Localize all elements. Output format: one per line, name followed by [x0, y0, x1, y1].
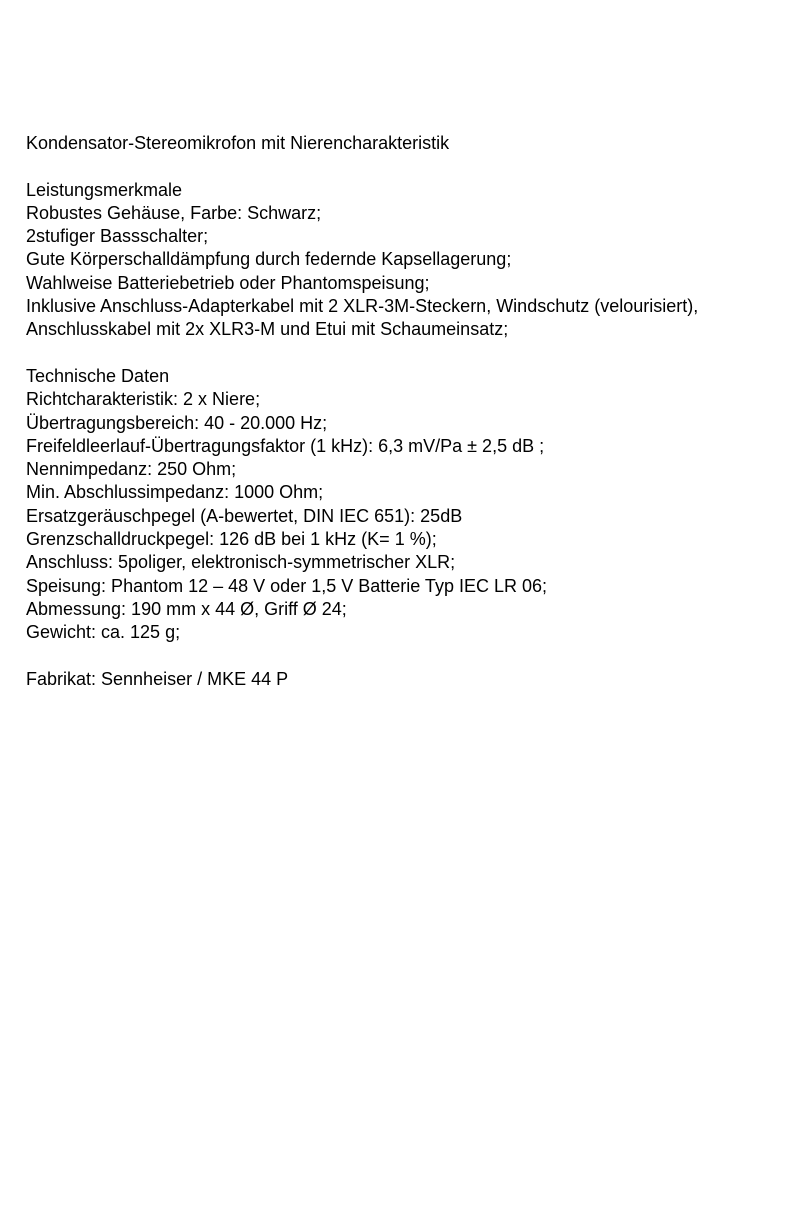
feature-line: Anschlusskabel mit 2x XLR3-M und Etui mit Schaumeinsatz;: [26, 319, 509, 340]
spec-line: Speisung: Phantom 12 – 48 V oder 1,5 V Batterie Typ IEC LR 06;: [26, 575, 547, 596]
specs-heading: Technische Daten: [26, 365, 170, 386]
spacer: [26, 342, 802, 365]
document-title: Kondensator-Stereomikrofon mit Nierencharakteristik: [26, 133, 450, 153]
spec-line: Richtcharakteristik: 2 x Niere;: [26, 389, 261, 410]
spec-line: Übertragungsbereich: 40 - 20.000 Hz;: [26, 412, 328, 433]
spec-line: Gewicht: ca. 125 g;: [26, 622, 181, 643]
spec-line: Anschluss: 5poliger, elektronisch-symmetrischer XLR;: [26, 552, 456, 573]
spec-line: Grenzschalldruckpegel: 126 dB bei 1 kHz (K= 1 %);: [26, 529, 437, 550]
feature-line: Inklusive Anschluss-Adapterkabel mit 2 XLR-3M-Steckern, Windschutz (velourisiert),: [26, 296, 699, 317]
features-heading: Leistungsmerkmale: [26, 179, 183, 200]
feature-line: Robustes Gehäuse, Farbe: Schwarz;: [26, 202, 322, 223]
feature-line: Gute Körperschalldämpfung durch federnde Kapsellagerung;: [26, 249, 512, 270]
manufacturer-line: Fabrikat: Sennheiser / MKE 44 P: [26, 668, 289, 689]
spec-line: Abmessung: 190 mm x 44 Ø, Griff Ø 24;: [26, 598, 347, 619]
spacer: [26, 645, 802, 668]
feature-line: Wahlweise Batteriebetrieb oder Phantomspeisung;: [26, 272, 430, 293]
document-page: [26, 132, 802, 691]
spec-line: Min. Abschlussimpedanz: 1000 Ohm;: [26, 482, 324, 503]
spec-line: Nennimpedanz: 250 Ohm;: [26, 459, 237, 480]
spec-line: Ersatzgeräuschpegel (A-bewertet, DIN IEC 651): 25dB: [26, 505, 463, 526]
feature-line: 2stufiger Bassschalter;: [26, 226, 209, 247]
spec-line: Freifeldleerlauf-Übertragungsfaktor (1 kHz): 6,3 mV/Pa ± 2,5 dB ;: [26, 435, 545, 456]
spacer: [26, 155, 802, 178]
